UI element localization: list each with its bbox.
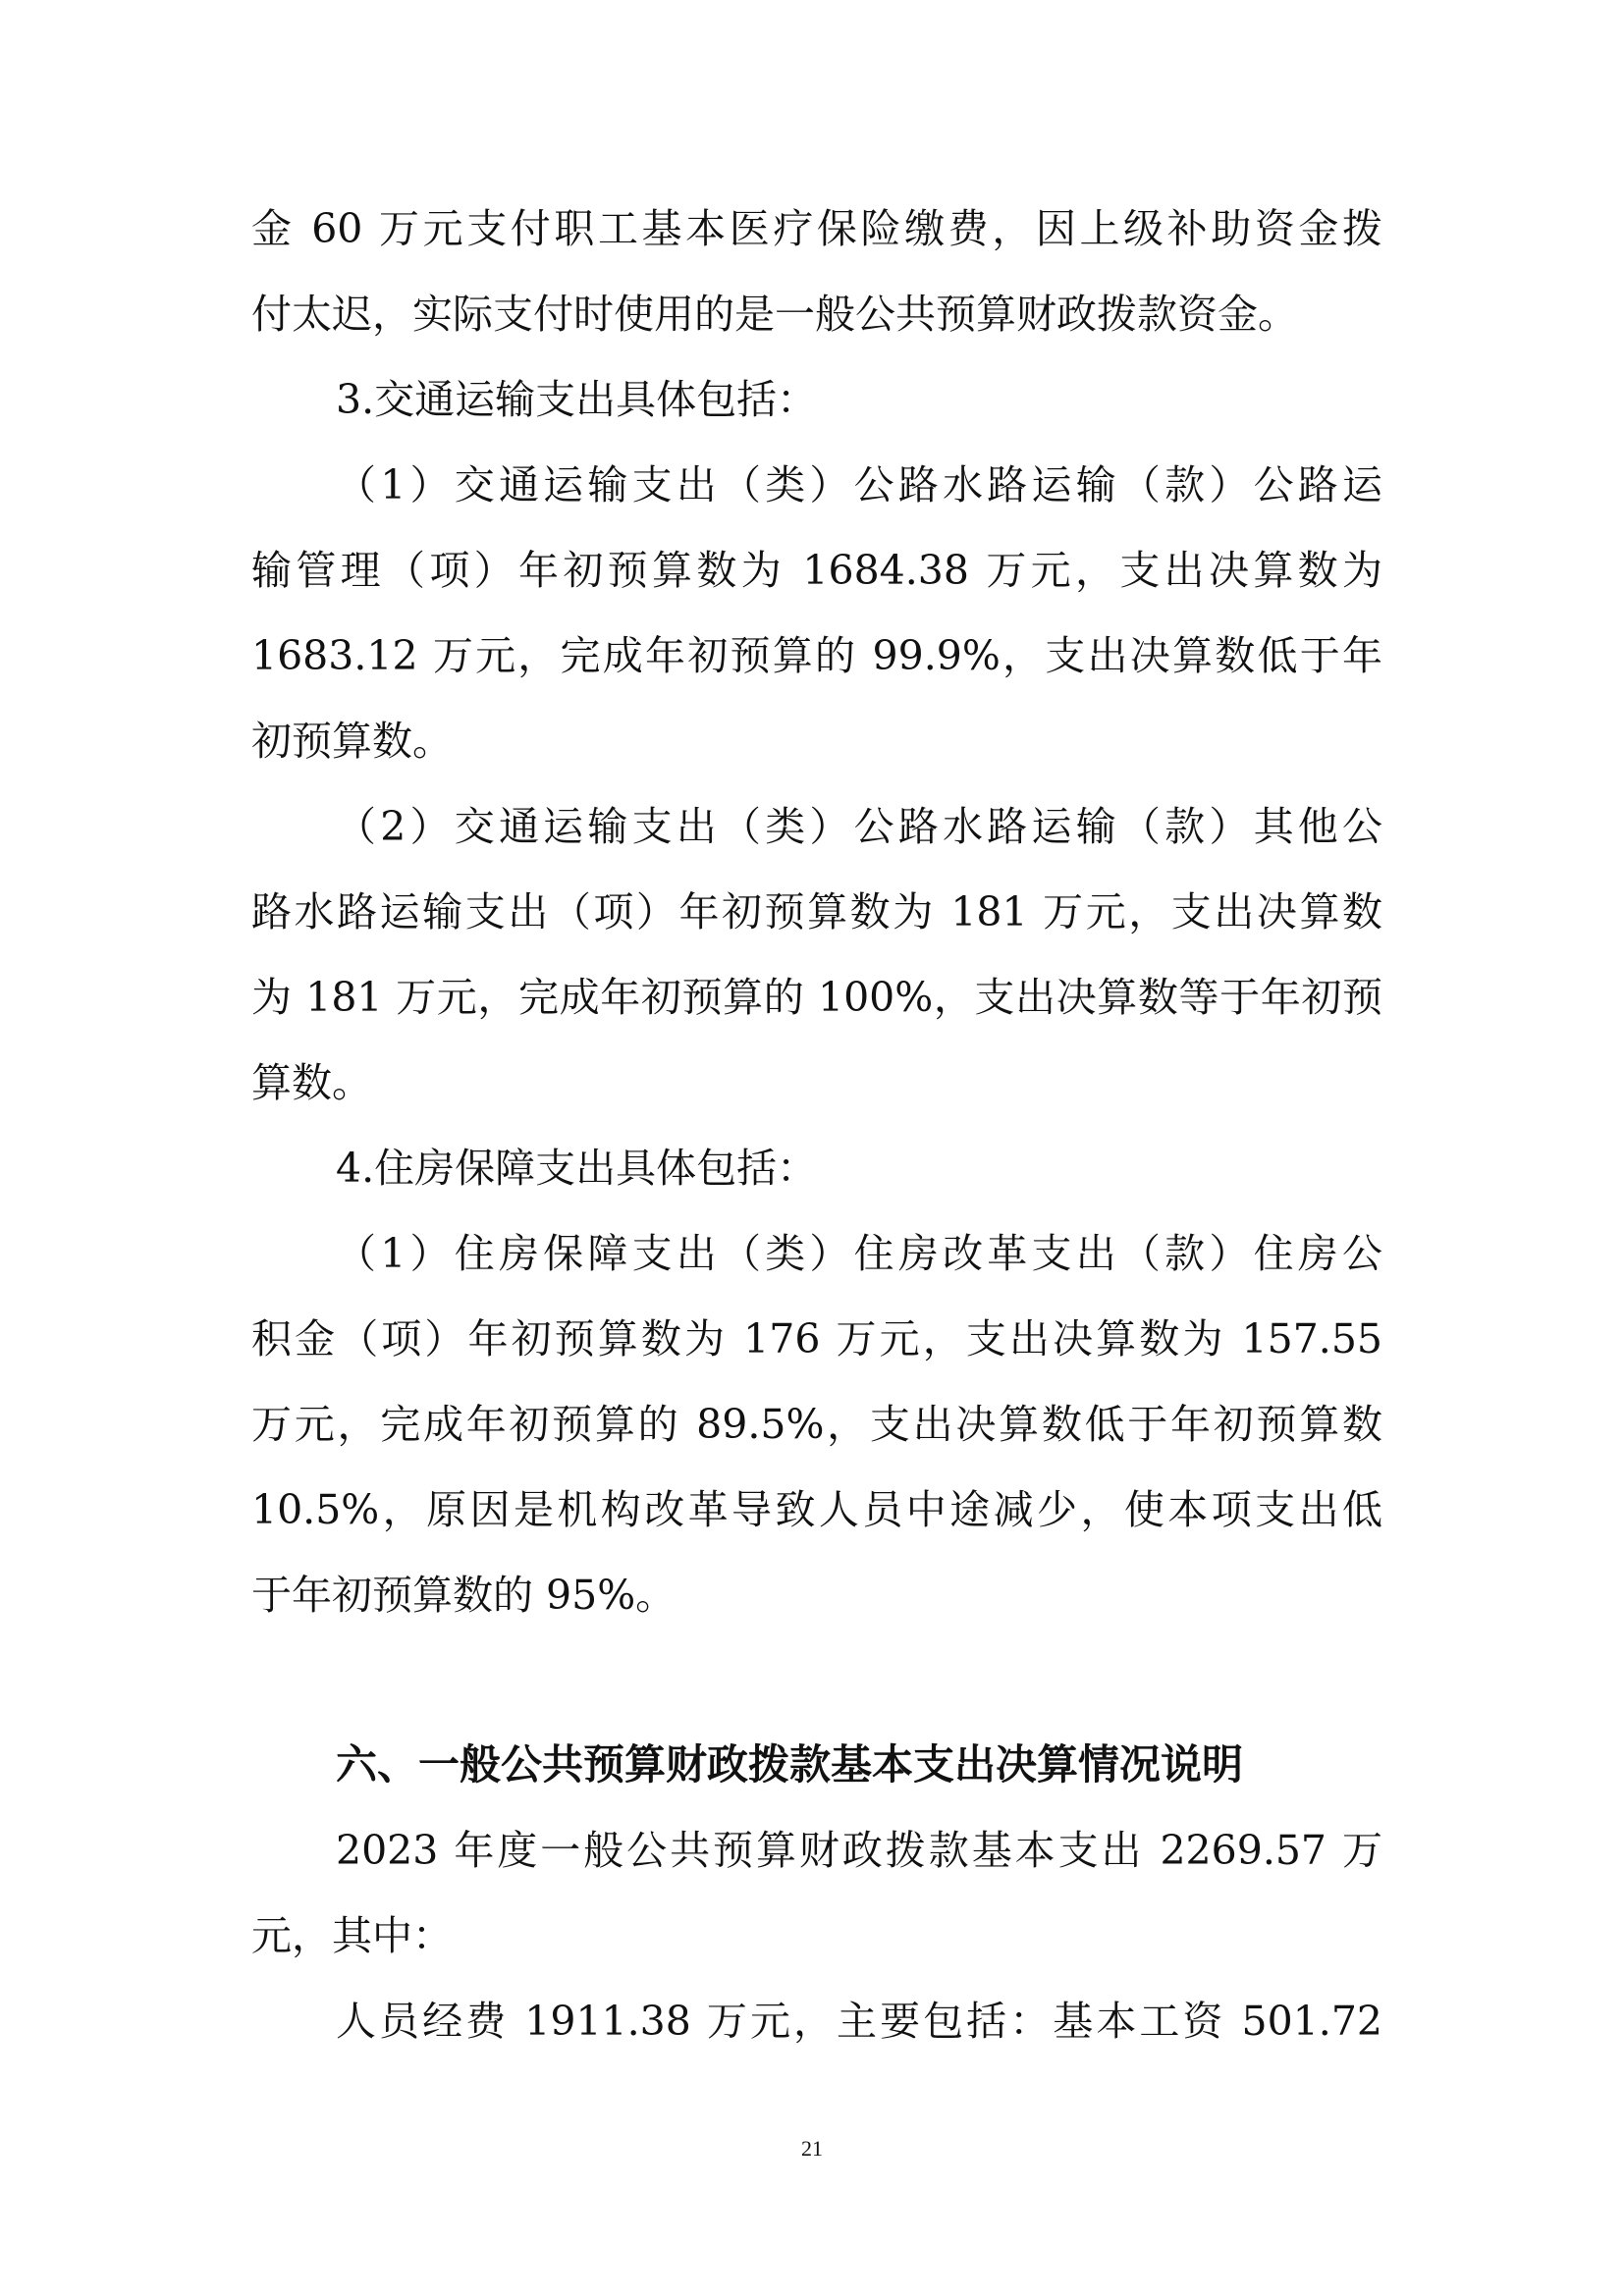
body-text-line: 于年初预算数的 95%。: [251, 1572, 677, 1619]
body-text-line: 付太迟，实际支付时使用的是一般公共预算财政拨款资金。: [251, 291, 1298, 338]
body-text-line: 积金（项）年初预算数为 176 万元，支出决算数为 157.55: [251, 1315, 1382, 1362]
body-text-line: 1683.12 万元，完成年初预算的 99.9%，支出决算数低于年: [251, 632, 1382, 679]
body-text-line: 初预算数。: [251, 718, 453, 765]
body-text-line: 元，其中：: [251, 1912, 453, 1959]
body-text-line: 万元，完成年初预算的 89.5%，支出决算数低于年初预算数: [251, 1401, 1382, 1448]
section-heading: 六、一般公共预算财政拨款基本支出决算情况说明: [336, 1740, 1244, 1789]
body-text-line: 路水路运输支出（项）年初预算数为 181 万元，支出决算数: [251, 888, 1382, 935]
body-text-line: 2023 年度一般公共预算财政拨款基本支出 2269.57 万: [336, 1827, 1382, 1874]
body-text-line: 为 181 万元，完成年初预算的 100%，支出决算数等于年初预: [251, 974, 1382, 1021]
page-number: 21: [801, 2136, 823, 2161]
section-intro-transport: 3.交通运输支出具体包括：: [336, 376, 818, 423]
section-intro-housing: 4.住房保障支出具体包括：: [336, 1145, 818, 1192]
body-text-line: （1）住房保障支出（类）住房改革支出（款）住房公: [336, 1230, 1382, 1277]
body-text-line: 10.5%，原因是机构改革导致人员中途减少，使本项支出低: [251, 1486, 1382, 1533]
body-text-line: 人员经费 1911.38 万元，主要包括：基本工资 501.72: [336, 1998, 1382, 2045]
body-text-line: 金 60 万元支付职工基本医疗保险缴费，因上级补助资金拨: [251, 205, 1382, 252]
body-text-line: （2）交通运输支出（类）公路水路运输（款）其他公: [336, 803, 1382, 850]
body-text-line: 输管理（项）年初预算数为 1684.38 万元，支出决算数为: [251, 547, 1382, 594]
body-text-line: 算数。: [251, 1059, 372, 1106]
body-text-line: （1）交通运输支出（类）公路水路运输（款）公路运: [336, 461, 1382, 508]
